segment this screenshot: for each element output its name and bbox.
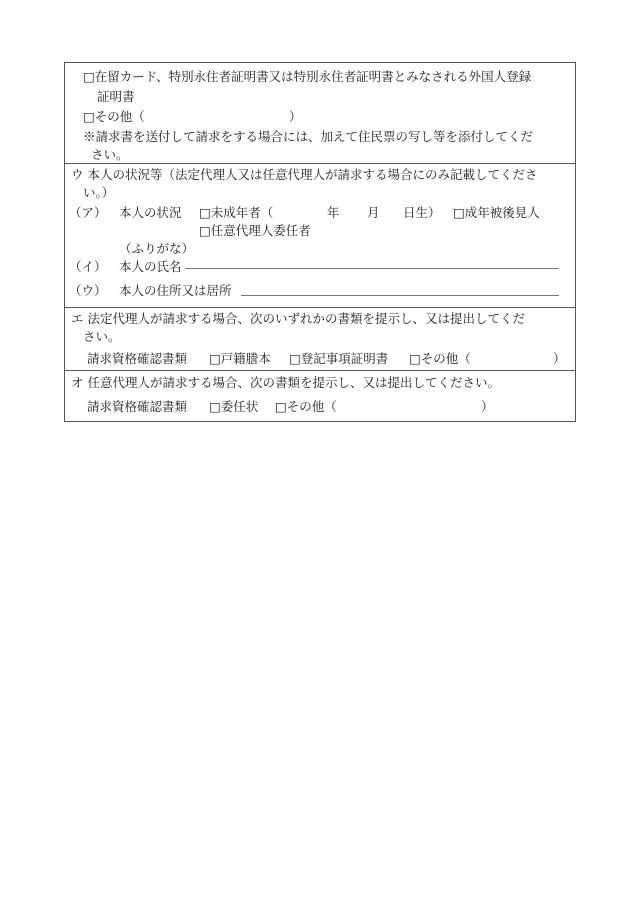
birth-year-label: 年 [327, 205, 340, 220]
principal-name-label: 本人の氏名 [119, 259, 182, 274]
item-i-marker: （イ） [69, 259, 107, 274]
section-divider [65, 370, 575, 371]
furigana-label: （ふりがな） [119, 241, 195, 256]
legal-other-close: ） [553, 351, 566, 366]
birth-day-label: 日生） [403, 205, 441, 220]
family-register-checkbox[interactable]: □戸籍謄本 [209, 351, 271, 366]
request-form-table [64, 62, 576, 422]
other-id-option[interactable]: □その他（ [83, 109, 145, 124]
birth-month-label: 月 [367, 205, 380, 220]
principal-status-label: 本人の状況 [119, 205, 182, 220]
section-u-heading-cont: い。） [83, 185, 115, 200]
section-e-heading-cont: さい。 [83, 329, 121, 344]
mail-request-note-cont: さい。 [91, 147, 129, 162]
principal-address-label: 本人の住所又は居所 [119, 283, 232, 298]
item-a-marker: （ア） [69, 205, 107, 220]
section-divider [65, 163, 575, 164]
mail-request-note: ※請求書を送付して請求をする場合には、加えて住民票の写し等を添付してくだ [83, 129, 534, 144]
minor-checkbox[interactable]: □未成年者（ [199, 205, 274, 220]
power-of-attorney-checkbox[interactable]: □委任状 [209, 399, 259, 414]
legal-docs-label: 請求資格確認書類 [87, 351, 188, 366]
section-o-heading: オ 任意代理人が請求する場合、次の書類を提示し、又は提出してください。 [71, 375, 500, 390]
section-u-heading: ウ 本人の状況等（法定代理人又は任意代理人が請求する場合にのみ記載してくださ [71, 167, 538, 182]
residence-card-option[interactable]: □在留カード、特別永住者証明書又は特別永住者証明書とみなされる外国人登録 [83, 69, 532, 84]
principal-checkbox[interactable]: □任意代理人委任者 [199, 223, 311, 238]
legal-other-checkbox[interactable]: □その他（ [409, 351, 471, 366]
other-id-close: ） [289, 109, 302, 124]
section-divider [65, 307, 575, 308]
principal-name-field[interactable] [185, 268, 559, 269]
voluntary-docs-label: 請求資格確認書類 [87, 399, 188, 414]
adult-ward-checkbox[interactable]: □成年被後見人 [453, 205, 540, 220]
voluntary-other-checkbox[interactable]: □その他（ [275, 399, 337, 414]
registry-cert-checkbox[interactable]: □登記事項証明書 [289, 351, 389, 366]
section-e-heading: エ 法定代理人が請求する場合、次のいずれかの書類を提示し、又は提出してくだ [71, 311, 525, 326]
residence-card-option-cont: 証明書 [97, 89, 135, 104]
principal-address-field[interactable] [241, 295, 559, 296]
voluntary-other-close: ） [481, 399, 494, 414]
item-u-marker: （ウ） [69, 283, 107, 298]
